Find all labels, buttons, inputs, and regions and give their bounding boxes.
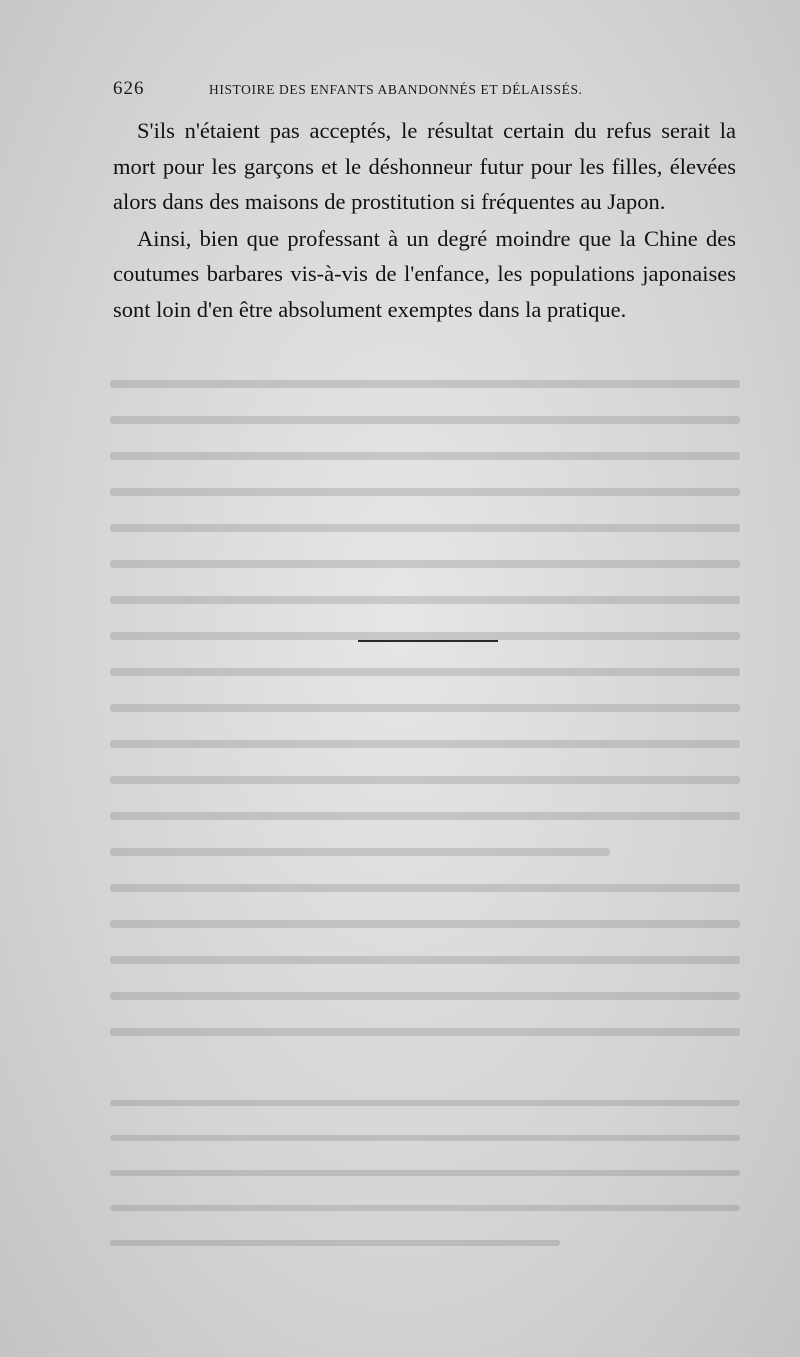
- running-title: HISTOIRE DES ENFANTS ABANDONNÉS ET DÉLAISSÉS.: [209, 82, 583, 97]
- section-divider-rule: [358, 640, 498, 642]
- paragraph: S'ils n'étaient pas acceptés, le résultat certain du refus serait la mort pour les garçons et le déshonneur futur pour les filles, élevées alors dans des maisons de prostitution si fréquentes au Japon.: [113, 118, 736, 214]
- page-number: 626: [113, 78, 145, 99]
- body-text: [113, 113, 736, 327]
- page-header: [113, 78, 738, 104]
- paragraph: Ainsi, bien que professant à un degré moindre que la Chine des coutumes barbares vis-à-vis de l'enfance, les populations japonaises sont loin d'en être absolument exemptes dans la pratique.: [113, 225, 736, 322]
